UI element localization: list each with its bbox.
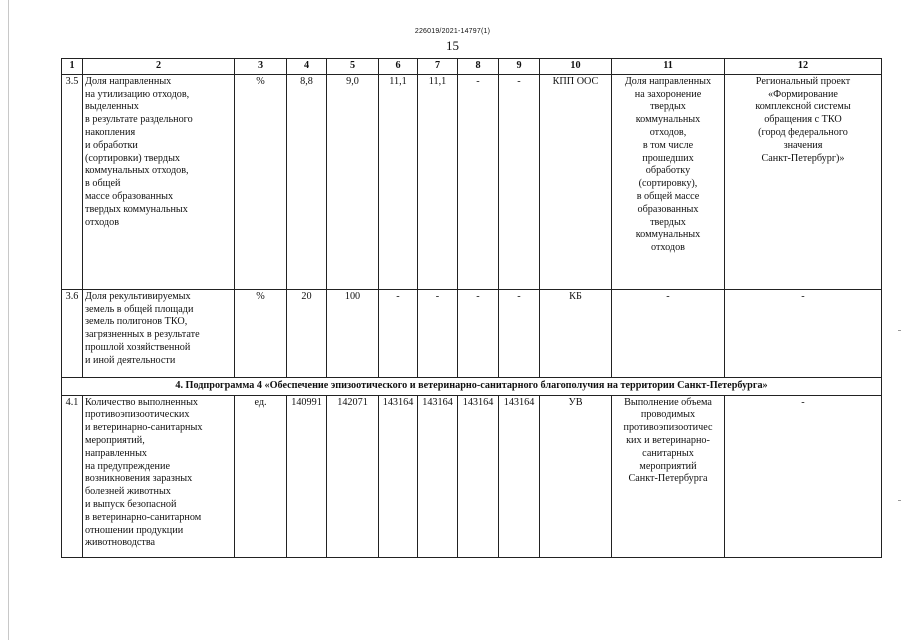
related-indicator: Доля направленных на захоронение твердых коммунальных отходов, в том числе прошедших обработку (сортировку), в общей массе образованных твердых коммунальных отходов <box>612 74 725 289</box>
scan-mark <box>898 330 901 331</box>
value-cell: - <box>499 289 540 377</box>
value-cell: 9,0 <box>327 74 379 289</box>
related-indicator: - <box>612 289 725 377</box>
project-cell: Региональный проект «Формирование комплексной системы обращения с ТКО (город федерального значения Санкт-Петербург)» <box>725 74 882 289</box>
document-id: 226019/2021-14797(1) <box>414 28 491 35</box>
value-cell: 143164 <box>499 395 540 557</box>
value-cell: 143164 <box>458 395 499 557</box>
value-cell: 143164 <box>379 395 418 557</box>
value-cell: - <box>458 289 499 377</box>
col-header: 10 <box>540 59 612 75</box>
unit: % <box>235 74 287 289</box>
col-header: 1 <box>62 59 83 75</box>
source-cell: КПП ООС <box>540 74 612 289</box>
col-header: 12 <box>725 59 882 75</box>
value-cell: 100 <box>327 289 379 377</box>
col-header: 11 <box>612 59 725 75</box>
row-number: 3.6 <box>62 289 83 377</box>
project-cell: - <box>725 395 882 557</box>
row-number: 4.1 <box>62 395 83 557</box>
row-number: 3.5 <box>62 74 83 289</box>
value-cell: - <box>499 74 540 289</box>
scan-edge-line <box>8 0 9 640</box>
indicator-name: Доля направленных на утилизацию отходов, выделенных в результате раздельного накопления и обработки (сортировки) твердых коммунальных отходов, в общей массе образованных твердых коммунальных отходов <box>83 74 235 289</box>
table-row <box>62 74 882 289</box>
col-header: 9 <box>499 59 540 75</box>
unit: % <box>235 289 287 377</box>
value-cell: - <box>379 289 418 377</box>
value-cell: 8,8 <box>287 74 327 289</box>
col-header: 5 <box>327 59 379 75</box>
section-title: 4. Подпрограмма 4 «Обеспечение эпизоотического и ветеринарно-санитарного благополучия на территории Санкт-Петербурга» <box>62 377 882 395</box>
col-header: 3 <box>235 59 287 75</box>
indicator-table <box>61 58 882 558</box>
source-cell: КБ <box>540 289 612 377</box>
col-header: 4 <box>287 59 327 75</box>
page-number: 15 <box>446 38 459 53</box>
unit: ед. <box>235 395 287 557</box>
value-cell: - <box>458 74 499 289</box>
column-number-row <box>62 59 882 75</box>
indicator-name: Доля рекультивируемых земель в общей площади земель полигонов ТКО, загрязненных в результате прошлой хозяйственной и иной деятельности <box>83 289 235 377</box>
col-header: 6 <box>379 59 418 75</box>
value-cell: 140991 <box>287 395 327 557</box>
value-cell: 143164 <box>418 395 458 557</box>
col-header: 8 <box>458 59 499 75</box>
table-row <box>62 395 882 557</box>
related-indicator: Выполнение объема проводимых противоэпизоотичес ких и ветеринарно- санитарных мероприятий Санкт-Петербурга <box>612 395 725 557</box>
value-cell: 11,1 <box>418 74 458 289</box>
section-header-row <box>62 377 882 395</box>
scan-mark <box>898 500 901 501</box>
value-cell: 142071 <box>327 395 379 557</box>
project-cell: - <box>725 289 882 377</box>
source-cell: УВ <box>540 395 612 557</box>
value-cell: - <box>418 289 458 377</box>
indicator-name: Количество выполненных противоэпизоотических и ветеринарно-санитарных мероприятий, направленных на предупреждение возникновения заразных болезней животных и выпуск безопасной в ветеринарно-санитарном отношении продукции животноводства <box>83 395 235 557</box>
col-header: 2 <box>83 59 235 75</box>
table-row <box>62 289 882 377</box>
value-cell: 11,1 <box>379 74 418 289</box>
value-cell: 20 <box>287 289 327 377</box>
col-header: 7 <box>418 59 458 75</box>
